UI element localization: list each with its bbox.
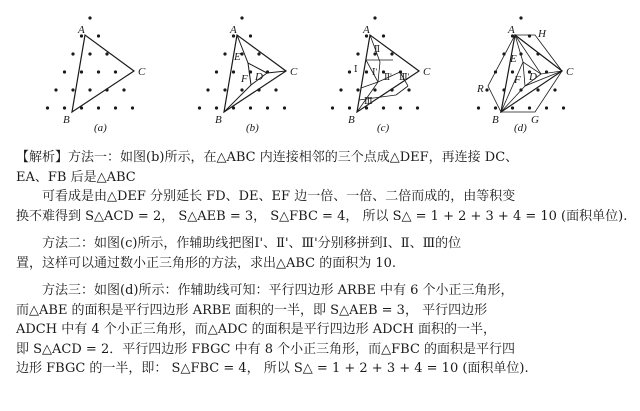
label-c: C	[566, 66, 574, 78]
lattice-dot	[356, 88, 359, 91]
caption-a: (a)	[94, 122, 107, 134]
lattice-dot	[399, 106, 402, 109]
lattice-dot	[382, 34, 385, 37]
figures-panel	[0, 0, 640, 140]
lattice-dot	[348, 106, 351, 109]
lattice-dot	[122, 88, 125, 91]
region-2-prime: Ⅱ'	[384, 72, 392, 82]
lattice-dot	[206, 88, 209, 91]
lattice-dot	[339, 88, 342, 91]
lattice-dot	[114, 106, 117, 109]
region-3: Ⅲ	[364, 96, 373, 106]
figure-a	[63, 24, 146, 134]
lattice-dot	[528, 106, 531, 109]
lattice-dot	[373, 88, 376, 91]
label-r: R	[477, 83, 484, 95]
label-e: E	[510, 53, 517, 65]
lattice-dot	[215, 70, 218, 73]
method-3-line-4: 即 S△ACD = 2．平行四边形 FBGC 中有 8 个小正三角形，而△FBC 的面积是平行四	[16, 341, 516, 357]
lattice-dot	[88, 16, 91, 19]
label-c: C	[423, 66, 431, 78]
figure-d	[476, 24, 574, 134]
label-c: C	[138, 66, 146, 78]
lattice-dot	[266, 106, 269, 109]
label-b: B	[348, 114, 355, 126]
lattice-dot	[105, 52, 108, 55]
lattice-dot	[215, 106, 218, 109]
lattice-dot	[536, 88, 539, 91]
label-f: F	[514, 74, 521, 86]
lattice-dot	[331, 106, 334, 109]
region-3-prime: Ⅲ'	[399, 72, 410, 82]
method-3-line-3: ADCH 中有 4 个小正三角形，而△ADC 的面积是平行四边形 ADCH 面积的一半，	[16, 322, 497, 337]
label-b: B	[492, 114, 499, 126]
lattice-dot	[373, 16, 376, 19]
method-1-line-3: 可看成是由△DEF 分别延长 FD、DE、EF 边一倍、一倍、二倍而成的，由等积变	[42, 189, 516, 204]
lattice-dot	[97, 106, 100, 109]
lattice-dot	[545, 106, 548, 109]
lattice-dot	[562, 106, 565, 109]
label-a: A	[230, 24, 237, 36]
label-h: H	[538, 28, 546, 40]
lattice-dot	[416, 106, 419, 109]
label-d: D	[255, 71, 263, 83]
lattice-dot	[88, 52, 91, 55]
lattice-dot	[477, 106, 480, 109]
lattice-dot	[46, 106, 49, 109]
lattice-dot	[494, 106, 497, 109]
lattice-dot	[232, 70, 235, 73]
lattice-dot	[240, 52, 243, 55]
lattice-dot	[223, 88, 226, 91]
method-1-line-2: EA、FB 后是△ABC	[16, 169, 136, 185]
aux-line	[378, 62, 380, 82]
lattice-dot	[80, 70, 83, 73]
lattice-dot	[511, 106, 514, 109]
method-3-line-5: 边形 FBGC 的一半，即： S△FBC = 4， 所以 S△ = 1 + 2 + 3 + 4 = 10 (面积单位).	[16, 361, 529, 376]
lattice-dot	[519, 16, 522, 19]
label-d: D	[529, 71, 537, 83]
label-a: A	[78, 24, 85, 36]
lattice-dot	[114, 70, 117, 73]
lattice-dot	[407, 88, 410, 91]
lattice-dot	[88, 88, 91, 91]
lattice-dot	[390, 52, 393, 55]
caption-d: (d)	[514, 122, 527, 134]
lattice-dot	[249, 106, 252, 109]
lattice-dot	[63, 106, 66, 109]
lattice-dot	[249, 34, 252, 37]
lattice-dot	[63, 70, 66, 73]
aux-line	[396, 86, 408, 95]
lattice-dot	[240, 16, 243, 19]
region-1-prime: Ⅰ'	[372, 67, 378, 77]
lattice-dot	[97, 34, 100, 37]
method-3-line-2: 而△ABE 的面积是平行四边形 ARBE 面积的一半，即 S△AEB = 3， 平行四边形	[16, 302, 488, 318]
lattice-dot	[382, 106, 385, 109]
caption-b: (b)	[246, 122, 259, 134]
label-a: A	[363, 24, 370, 36]
method-3-line-1: 方法三：如图(d)所示：作辅助线可知：平行四边形 ARBE 中有 6 个小正三角形，	[42, 283, 514, 298]
lattice-dot	[365, 70, 368, 73]
figure-c	[348, 24, 431, 134]
lattice-dot	[257, 52, 260, 55]
label-b: B	[215, 114, 222, 126]
lattice-dot	[198, 106, 201, 109]
label-g: G	[531, 114, 539, 126]
region-2: Ⅱ	[374, 44, 381, 54]
lattice-dot	[348, 70, 351, 73]
label-b: B	[63, 114, 70, 126]
lattice-dot	[356, 52, 359, 55]
lattice-dot	[71, 52, 74, 55]
label-a: A	[508, 24, 515, 36]
lattice-dot	[274, 88, 277, 91]
method-2-line-1: 方法二：如图(c)所示，作辅助线把图Ⅰ'、Ⅱ'、Ⅲ'分别移拼到Ⅰ、Ⅱ、Ⅲ的位	[42, 236, 462, 251]
lattice-dot	[283, 106, 286, 109]
method-1-line-4: 换不难得到 S△ACD = 2， S△AEB = 3， S△FBC = 4， 所以 S△ = 1 + 2 + 3 + 4 = 10 (面积单位).	[16, 208, 628, 224]
lattice-dot	[485, 88, 488, 91]
label-f: F	[241, 73, 248, 85]
lattice-dot	[223, 52, 226, 55]
lattice-dot	[240, 88, 243, 91]
region-1: Ⅰ	[354, 64, 358, 74]
caption-c: (c)	[377, 122, 390, 134]
lattice-dot	[553, 88, 556, 91]
figure-b	[215, 24, 298, 134]
lattice-dot	[131, 106, 134, 109]
lattice-dot	[71, 88, 74, 91]
label-e: E	[234, 51, 241, 63]
method-2-line-2: 置，这样可以通过数小正三角形的方法，求出△ABC 的面积为 10.	[16, 255, 397, 271]
lattice-dot	[97, 70, 100, 73]
solution-text	[16, 148, 628, 379]
method-1-line-1: 【解析】方法一：如图(b)所示，在△ABC 内连接相邻的三个点成△DEF，再连接 DC、	[16, 150, 519, 165]
label-c: C	[290, 66, 298, 78]
lattice-dot	[54, 88, 57, 91]
